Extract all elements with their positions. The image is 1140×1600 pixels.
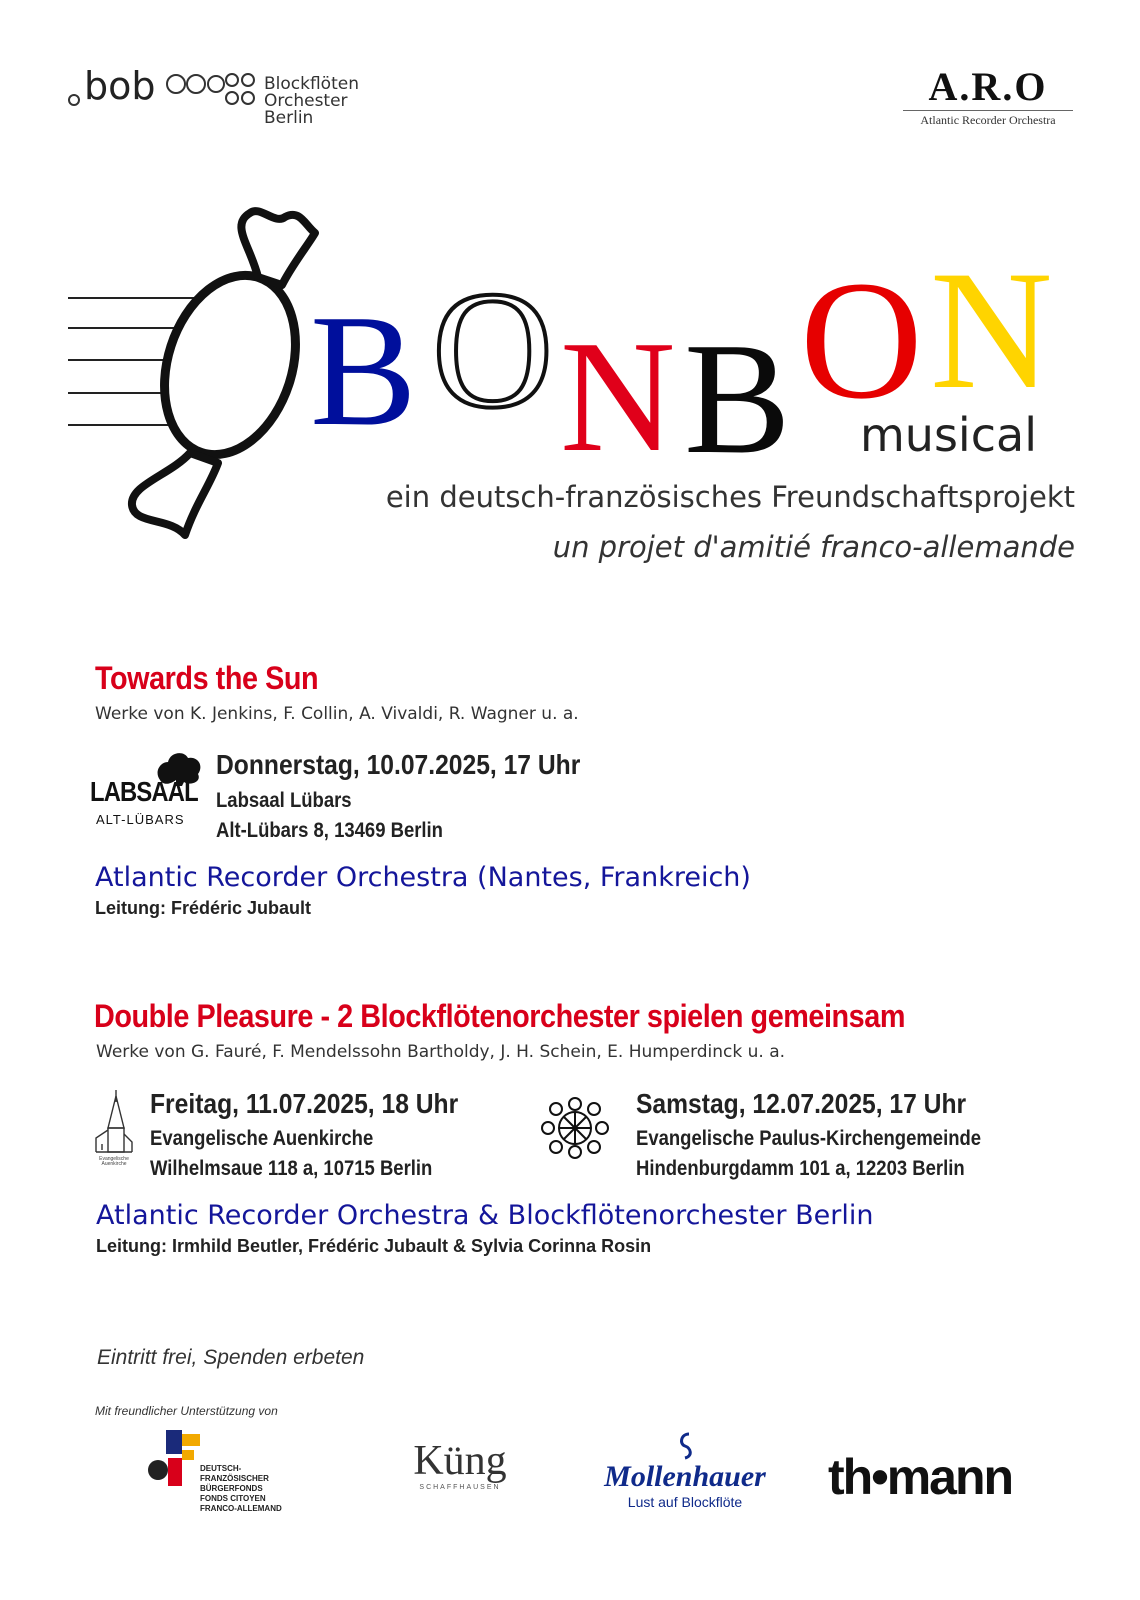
mollenhauer-mark-icon [671, 1430, 699, 1460]
concert1-address: Alt-Lübars 8, 13469 Berlin [216, 819, 443, 842]
thomann-logo [828, 1448, 1078, 1508]
concert2-leader: Leitung: Irmhild Beutler, Frédéric Jubault & Sylvia Corinna Rosin [96, 1236, 652, 1256]
buergerfonds-text: DEUTSCH- FRANZÖSISCHER BÜRGERFONDS FONDS CITOYEN FRANCO-ALLEMAND [200, 1464, 282, 1513]
title-letter-o1: O [432, 257, 554, 443]
bob-logo-text: Blockflöten Orchester Berlin [264, 74, 359, 128]
bob-wordmark: bob [84, 64, 156, 108]
mollenhauer-wordmark: Mollenhauer [604, 1460, 766, 1493]
title-letter-b1: B [310, 281, 417, 459]
thomann-wordmark: th•mann [828, 1449, 1013, 1505]
svg-text:Evangelische: Evangelische [99, 1156, 129, 1162]
church-icon [92, 1088, 136, 1166]
concert2-address-a: Wilhelmsaue 118 a, 10715 Berlin [150, 1157, 433, 1180]
title-letter-b2: B [684, 309, 791, 487]
aro-name: Atlantic Recorder Orchestra [903, 110, 1073, 128]
labsaal-wordmark: LABSAAL [90, 776, 198, 807]
concert2-venue-b: Evangelische Paulus-Kirchengemeinde [636, 1127, 982, 1150]
concert2-address-b: Hindenburgdamm 101 a, 12203 Berlin [636, 1157, 965, 1180]
buergerfonds-logo [148, 1430, 348, 1520]
support-note: Mit freundlicher Unterstützung von [95, 1404, 278, 1418]
admission-note: Eintritt frei, Spenden erbeten [97, 1346, 365, 1369]
title-letter-n2: N [930, 236, 1053, 424]
bob-logo [68, 62, 408, 132]
labsaal-sub: ALT-LÜBARS [96, 812, 185, 827]
title-letter-n1: N [560, 307, 676, 485]
subtitle-french: un projet d'amitié franco-allemande [552, 530, 1075, 564]
svg-text:Auenkirche: Auenkirche [101, 1161, 127, 1166]
candy-icon [60, 205, 320, 545]
concert1-date: Donnerstag, 10.07.2025, 17 Uhr [216, 749, 581, 780]
concert2-date-b: Samstag, 12.07.2025, 17 Uhr [636, 1088, 967, 1119]
musical-label: musical [860, 408, 1037, 462]
labsaal-logo [90, 750, 202, 832]
kueng-sub: SCHAFFHAUSEN [419, 1484, 501, 1491]
mollenhauer-logo [595, 1430, 775, 1520]
concert1-works: Werke von K. Jenkins, F. Collin, A. Vivaldi, R. Wagner u. a. [95, 704, 579, 724]
concert1-venue: Labsaal Lübars [216, 789, 352, 812]
kueng-wordmark: Küng [413, 1438, 507, 1484]
concert2-works: Werke von G. Fauré, F. Mendelssohn Bartholdy, J. H. Schein, E. Humperdinck u. a. [96, 1042, 786, 1062]
concert2-venue-a: Evangelische Auenkirche [150, 1127, 374, 1150]
subtitle-german: ein deutsch-französisches Freundschaftsprojekt [385, 480, 1075, 514]
concert2-date-a: Freitag, 11.07.2025, 18 Uhr [150, 1088, 459, 1119]
paulus-emblem-icon [540, 1096, 610, 1160]
aro-wordmark: A.R.O [928, 64, 1048, 109]
buergerfonds-mark-icon [148, 1430, 202, 1486]
mollenhauer-sub: Lust auf Blockflöte [627, 1494, 743, 1510]
concert1-orchestra: Atlantic Recorder Orchestra (Nantes, Frankreich) [95, 862, 751, 893]
concert2-title: Double Pleasure - 2 Blockflötenorchester spielen gemeinsam [94, 998, 905, 1034]
concert2-orchestra: Atlantic Recorder Orchestra & Blockflötenorchester Berlin [96, 1200, 874, 1231]
concert1-title: Towards the Sun [95, 660, 319, 696]
aro-logo [898, 64, 1078, 134]
kueng-logo [400, 1438, 520, 1508]
concert1-leader: Leitung: Frédéric Jubault [95, 898, 312, 918]
title-letter-o2: O [800, 246, 923, 434]
